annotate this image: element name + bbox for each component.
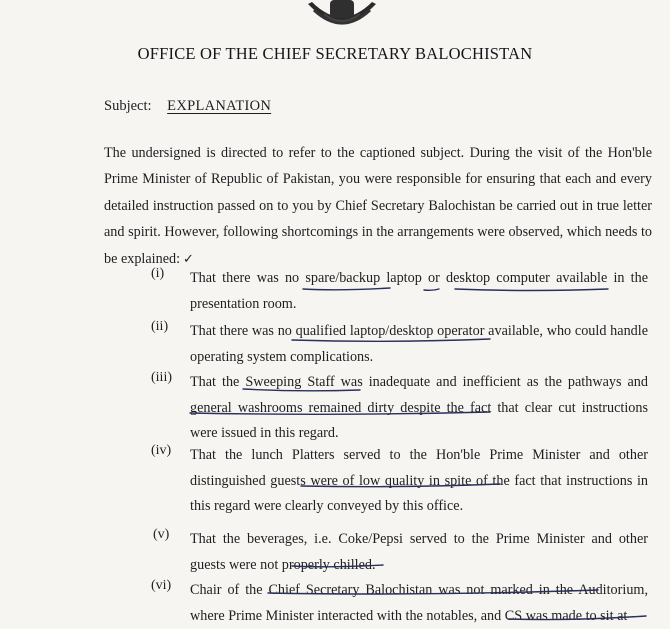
intro-text: The undersigned is directed to refer to the captioned subject. During the visit of the Hon'ble Prime Minister of Republic of Pakistan, you were responsible for ensuring that each and every detailed instruction passed on to you by Chief Secretary Balochistan be carried out in true letter and spirit. However, following shortcomings in the arrangements were observed, which needs to be explained: [104, 145, 652, 267]
subject-value: EXPLANATION [167, 98, 272, 114]
item-text: That the Sweeping Staff was inadequate and inefficient as the pathways and general washrooms remained dirty despite the fact that clear cut instructions were issued in this regard. [190, 374, 648, 441]
item-text: That the beverages, i.e. Coke/Pepsi served to the Prime Minister and other guests were not properly chilled. [190, 531, 648, 573]
tick-mark: ✓ [183, 251, 194, 267]
item-number: (ii) [151, 319, 169, 334]
subject-label: Subject: [104, 98, 152, 114]
office-title: OFFICE OF THE CHIEF SECRETARY BALOCHISTAN [137, 44, 533, 63]
item-number: (iii) [151, 370, 172, 385]
item-number: (v) [153, 527, 170, 542]
item-number: (iv) [151, 443, 172, 458]
item-text: Chair of the Chief Secretary Balochistan was not marked in the Auditorium, where Prime Minister interacted with the notables, and CS was made to sit at [190, 582, 648, 624]
item-number: (i) [151, 266, 165, 281]
item-number: (vi) [151, 578, 172, 593]
item-text: That the lunch Platters served to the Hon'ble Prime Minister and other distinguished guests were of low quality in spite of the fact that instructions in this regard were clearly conveyed by this office. [190, 447, 648, 514]
item-text: That there was no qualified laptop/desktop operator available, who could handle operating system complications. [190, 323, 648, 365]
government-emblem [300, 0, 384, 36]
intro-paragraph [104, 140, 652, 273]
item-text: That there was no spare/backup laptop or desktop computer available in the presentation room. [190, 270, 648, 312]
subject-line [104, 98, 271, 115]
